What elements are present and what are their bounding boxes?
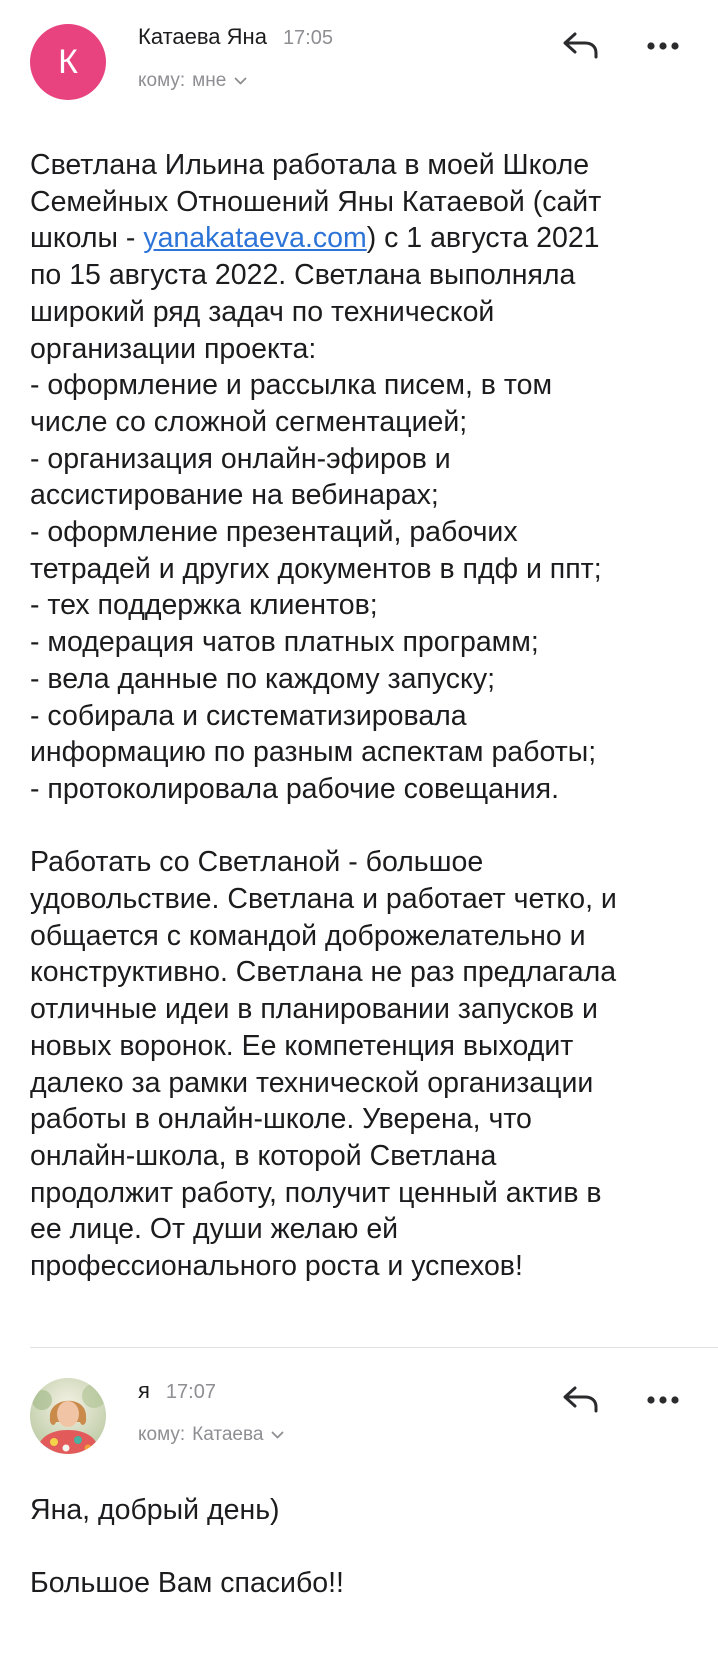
- message-time: 17:05: [282, 27, 333, 49]
- body-line: отличные идеи в планировании запусков и: [30, 993, 598, 1026]
- body-line: - оформление и рассылка писем, в том: [30, 369, 553, 402]
- sender-line: [138, 24, 333, 50]
- body-line: продолжит работу, получит ценный актив в: [30, 1176, 602, 1209]
- body-line: ее лице. От души желаю ей: [30, 1213, 399, 1246]
- sender-avatar[interactable]: [30, 24, 106, 100]
- body-line: Светлана Ильина работала в моей Школе: [30, 149, 590, 181]
- recipients-toggle[interactable]: [138, 70, 247, 92]
- body-line: - собирала и систематизировала: [30, 699, 467, 732]
- body-line: - протоколировала рабочие совещания.: [30, 772, 560, 805]
- message-header: [0, 0, 718, 130]
- reply-button[interactable]: [560, 1384, 602, 1418]
- reply-button[interactable]: [560, 30, 602, 64]
- body-line: удовольствие. Светлана и работает четко, и: [30, 883, 617, 916]
- message-body: [0, 1492, 374, 1602]
- body-text-fragment: школы -: [30, 222, 144, 255]
- body-line: Семейных Отношений Яны Катаевой (сайт: [30, 185, 602, 218]
- more-dots-icon: [646, 38, 680, 56]
- more-options-button[interactable]: [640, 1384, 686, 1418]
- body-line: широкий ряд задач по технической: [30, 295, 495, 328]
- to-prefix: кому:: [138, 70, 186, 91]
- body-line: - оформление презентаций, рабочих: [30, 516, 518, 549]
- body-line: [30, 220, 617, 257]
- to-prefix: кому:: [138, 1424, 186, 1445]
- body-line: организации проекта:: [30, 332, 317, 365]
- body-line: - организация онлайн-эфиров и: [30, 442, 451, 475]
- body-line: информацию по разным аспектам работы;: [30, 736, 597, 769]
- body-line: профессионального роста и успехов!: [30, 1250, 523, 1283]
- message-divider: [30, 1347, 718, 1348]
- body-line: числе со сложной сегментацией;: [30, 405, 468, 438]
- body-line: тетрадей и других документов в пдф и ппт;: [30, 552, 602, 585]
- body-line: работы в онлайн-школе. Уверена, что: [30, 1103, 532, 1136]
- reply-arrow-icon: [561, 30, 601, 65]
- body-line: - тех поддержка клиентов;: [30, 589, 378, 622]
- body-line: ассистирование на вебинарах;: [30, 479, 439, 512]
- body-line: новых воронок. Ее компетенция выходит: [30, 1029, 574, 1062]
- user-photo-avatar[interactable]: [30, 1378, 106, 1454]
- sender-line: [138, 1378, 216, 1404]
- paragraph-spacer: [30, 808, 617, 845]
- message-body: [0, 147, 647, 1285]
- body-line: - вела данные по каждому запуску;: [30, 662, 496, 695]
- chevron-down-icon: [234, 77, 247, 86]
- email-message: [0, 1352, 718, 1656]
- sender-name[interactable]: я: [138, 1378, 150, 1403]
- body-line: конструктивно. Светлана не раз предлагала: [30, 956, 617, 989]
- recipient-name: Катаева: [192, 1424, 264, 1445]
- recipients-toggle[interactable]: [138, 1424, 284, 1446]
- body-line: Большое Вам спасибо!!: [30, 1567, 344, 1600]
- reply-arrow-icon: [561, 1384, 601, 1419]
- body-text-fragment: ) с 1 августа 2021: [366, 222, 600, 255]
- avatar-letter: К: [58, 42, 78, 81]
- body-line: далеко за рамки технической организации: [30, 1066, 594, 1099]
- recipient-name: мне: [192, 70, 227, 91]
- more-dots-icon: [646, 1392, 680, 1410]
- body-line: общается с командой доброжелательно и: [30, 919, 586, 952]
- chevron-down-icon: [271, 1431, 284, 1440]
- paragraph-spacer: [30, 1529, 344, 1566]
- website-link[interactable]: yanakataeva.com: [143, 222, 367, 255]
- body-line: - модерация чатов платных программ;: [30, 626, 539, 659]
- body-line: онлайн-школа, в которой Светлана: [30, 1139, 497, 1172]
- message-header: [0, 1352, 718, 1482]
- body-line: Яна, добрый день): [30, 1494, 280, 1526]
- more-options-button[interactable]: [640, 30, 686, 64]
- body-line: Работать со Светланой - большое: [30, 846, 484, 879]
- sender-name[interactable]: Катаева Яна: [138, 24, 267, 49]
- message-time: 17:07: [165, 1381, 216, 1403]
- person-photo-icon: [30, 1378, 106, 1454]
- body-line: по 15 августа 2022. Светлана выполняла: [30, 259, 576, 292]
